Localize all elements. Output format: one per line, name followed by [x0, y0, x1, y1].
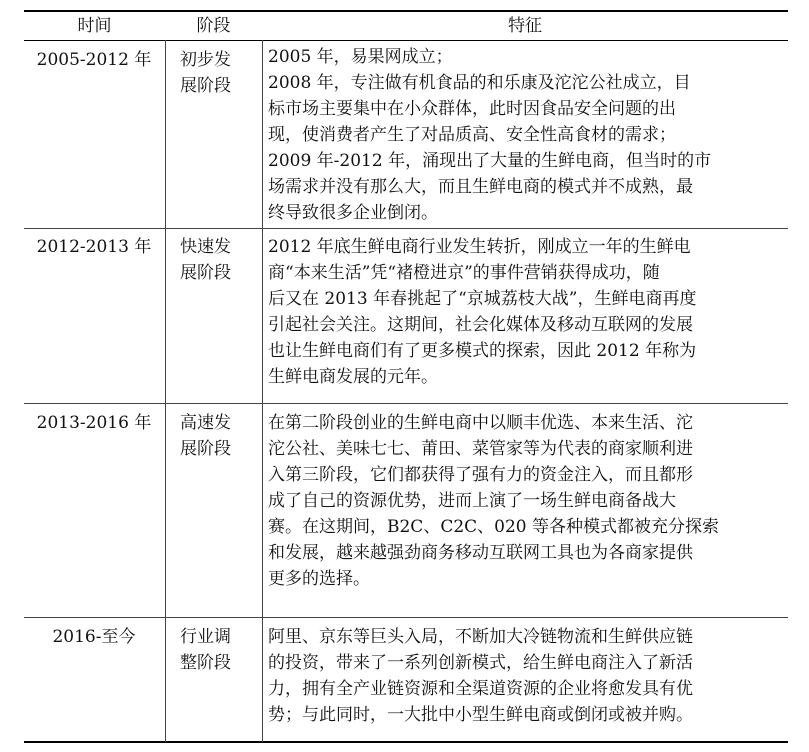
column-divider — [262, 40, 263, 742]
feature-line: 2012 年底生鲜电商行业发生转折，刚成立一年的生鲜电 — [268, 237, 691, 257]
feature-line: 引起社会关注。这期间，社会化媒体及移动互联网的发展 — [268, 315, 693, 335]
row-time: 2005-2012 年 — [36, 50, 152, 70]
row-time: 2012-2013 年 — [36, 237, 152, 257]
feature-line: 赛。在这期间，B2C、C2C、020 等各种模式都被充分探索 — [268, 517, 719, 537]
table-header-rule — [24, 40, 788, 41]
table-bottom-rule — [24, 741, 788, 743]
row-divider — [24, 403, 788, 404]
stage-line: 展阶段 — [180, 76, 231, 96]
feature-line: 也让生鲜电商们有了更多模式的探索，因此 2012 年称为 — [268, 341, 697, 361]
feature-line: 生鲜电商发展的元年。 — [268, 367, 438, 387]
header-time: 时间 — [77, 16, 112, 36]
row-feature — [268, 234, 788, 390]
feature-line: 更多的选择。 — [268, 569, 370, 589]
feature-line: 现，使消费者产生了对品质高、安全性高食材的需求； — [268, 125, 676, 145]
feature-line: 标市场主要集中在小众群体，此时因食品安全问题的出 — [268, 99, 676, 119]
header-stage: 阶段 — [196, 16, 231, 36]
row-feature — [268, 624, 788, 728]
feature-line: 成了自己的资源优势，进而上演了一场生鲜电商备战大 — [268, 491, 676, 511]
stage-line: 展阶段 — [180, 263, 231, 283]
feature-line: 2009 年-2012 年，涌现出了大量的生鲜电商，但当时的市 — [268, 151, 712, 171]
row-divider — [24, 228, 788, 229]
stage-line: 快速发 — [180, 237, 231, 257]
feature-line: 力，拥有全产业链资源和全渠道资源的企业将愈发具有优 — [268, 679, 693, 699]
row-time: 2016-至今 — [52, 627, 136, 647]
feature-line: 场需求并没有那么大，而且生鲜电商的模式并不成熟，最 — [268, 177, 693, 197]
feature-line: 和发展，越来越强劲商务移动互联网工具也为各商家提供 — [268, 543, 693, 563]
feature-line: 阿里、京东等巨头入局，不断加大冷链物流和生鲜供应链 — [268, 627, 693, 647]
column-divider — [165, 40, 166, 742]
feature-line: 后又在 2013 年春挑起了“京城荔枝大战”，生鲜电商再度 — [268, 289, 697, 309]
row-divider — [24, 617, 788, 618]
feature-line: 商“本来生活”凭“褚橙进京”的事件营销获得成功，随 — [268, 263, 660, 283]
row-feature — [268, 410, 788, 592]
feature-line: 在第二阶段创业的生鲜电商中以顺丰优选、本来生活、沱 — [268, 413, 693, 433]
stage-line: 初步发 — [180, 50, 231, 70]
row-stage — [180, 234, 242, 286]
row-stage — [180, 47, 242, 99]
feature-line: 2005 年，易果网成立； — [268, 47, 453, 67]
stage-line: 行业调 — [180, 627, 231, 647]
stage-line: 展阶段 — [180, 439, 231, 459]
row-stage — [180, 624, 242, 676]
feature-line: 入第三阶段，它们都获得了强有力的资金注入，而且都形 — [268, 465, 693, 485]
feature-line: 的投资，带来了一系列创新模式，给生鲜电商注入了新活 — [268, 653, 693, 673]
table-top-rule — [24, 10, 788, 12]
feature-line: 2008 年，专注做有机食品的和乐康及沱沱公社成立，目 — [268, 73, 691, 93]
feature-line: 沱公社、美味七七、莆田、菜管家等为代表的商家顺利进 — [268, 439, 693, 459]
stage-line: 整阶段 — [180, 653, 231, 673]
stage-line: 高速发 — [180, 413, 231, 433]
feature-line: 势；与此同时，一大批中小型生鲜电商或倒闭或被并购。 — [268, 705, 693, 725]
feature-line: 终导致很多企业倒闭。 — [268, 203, 438, 223]
row-stage — [180, 410, 242, 462]
header-feature: 特征 — [508, 16, 542, 36]
row-time: 2013-2016 年 — [36, 413, 152, 433]
row-feature — [268, 44, 788, 226]
